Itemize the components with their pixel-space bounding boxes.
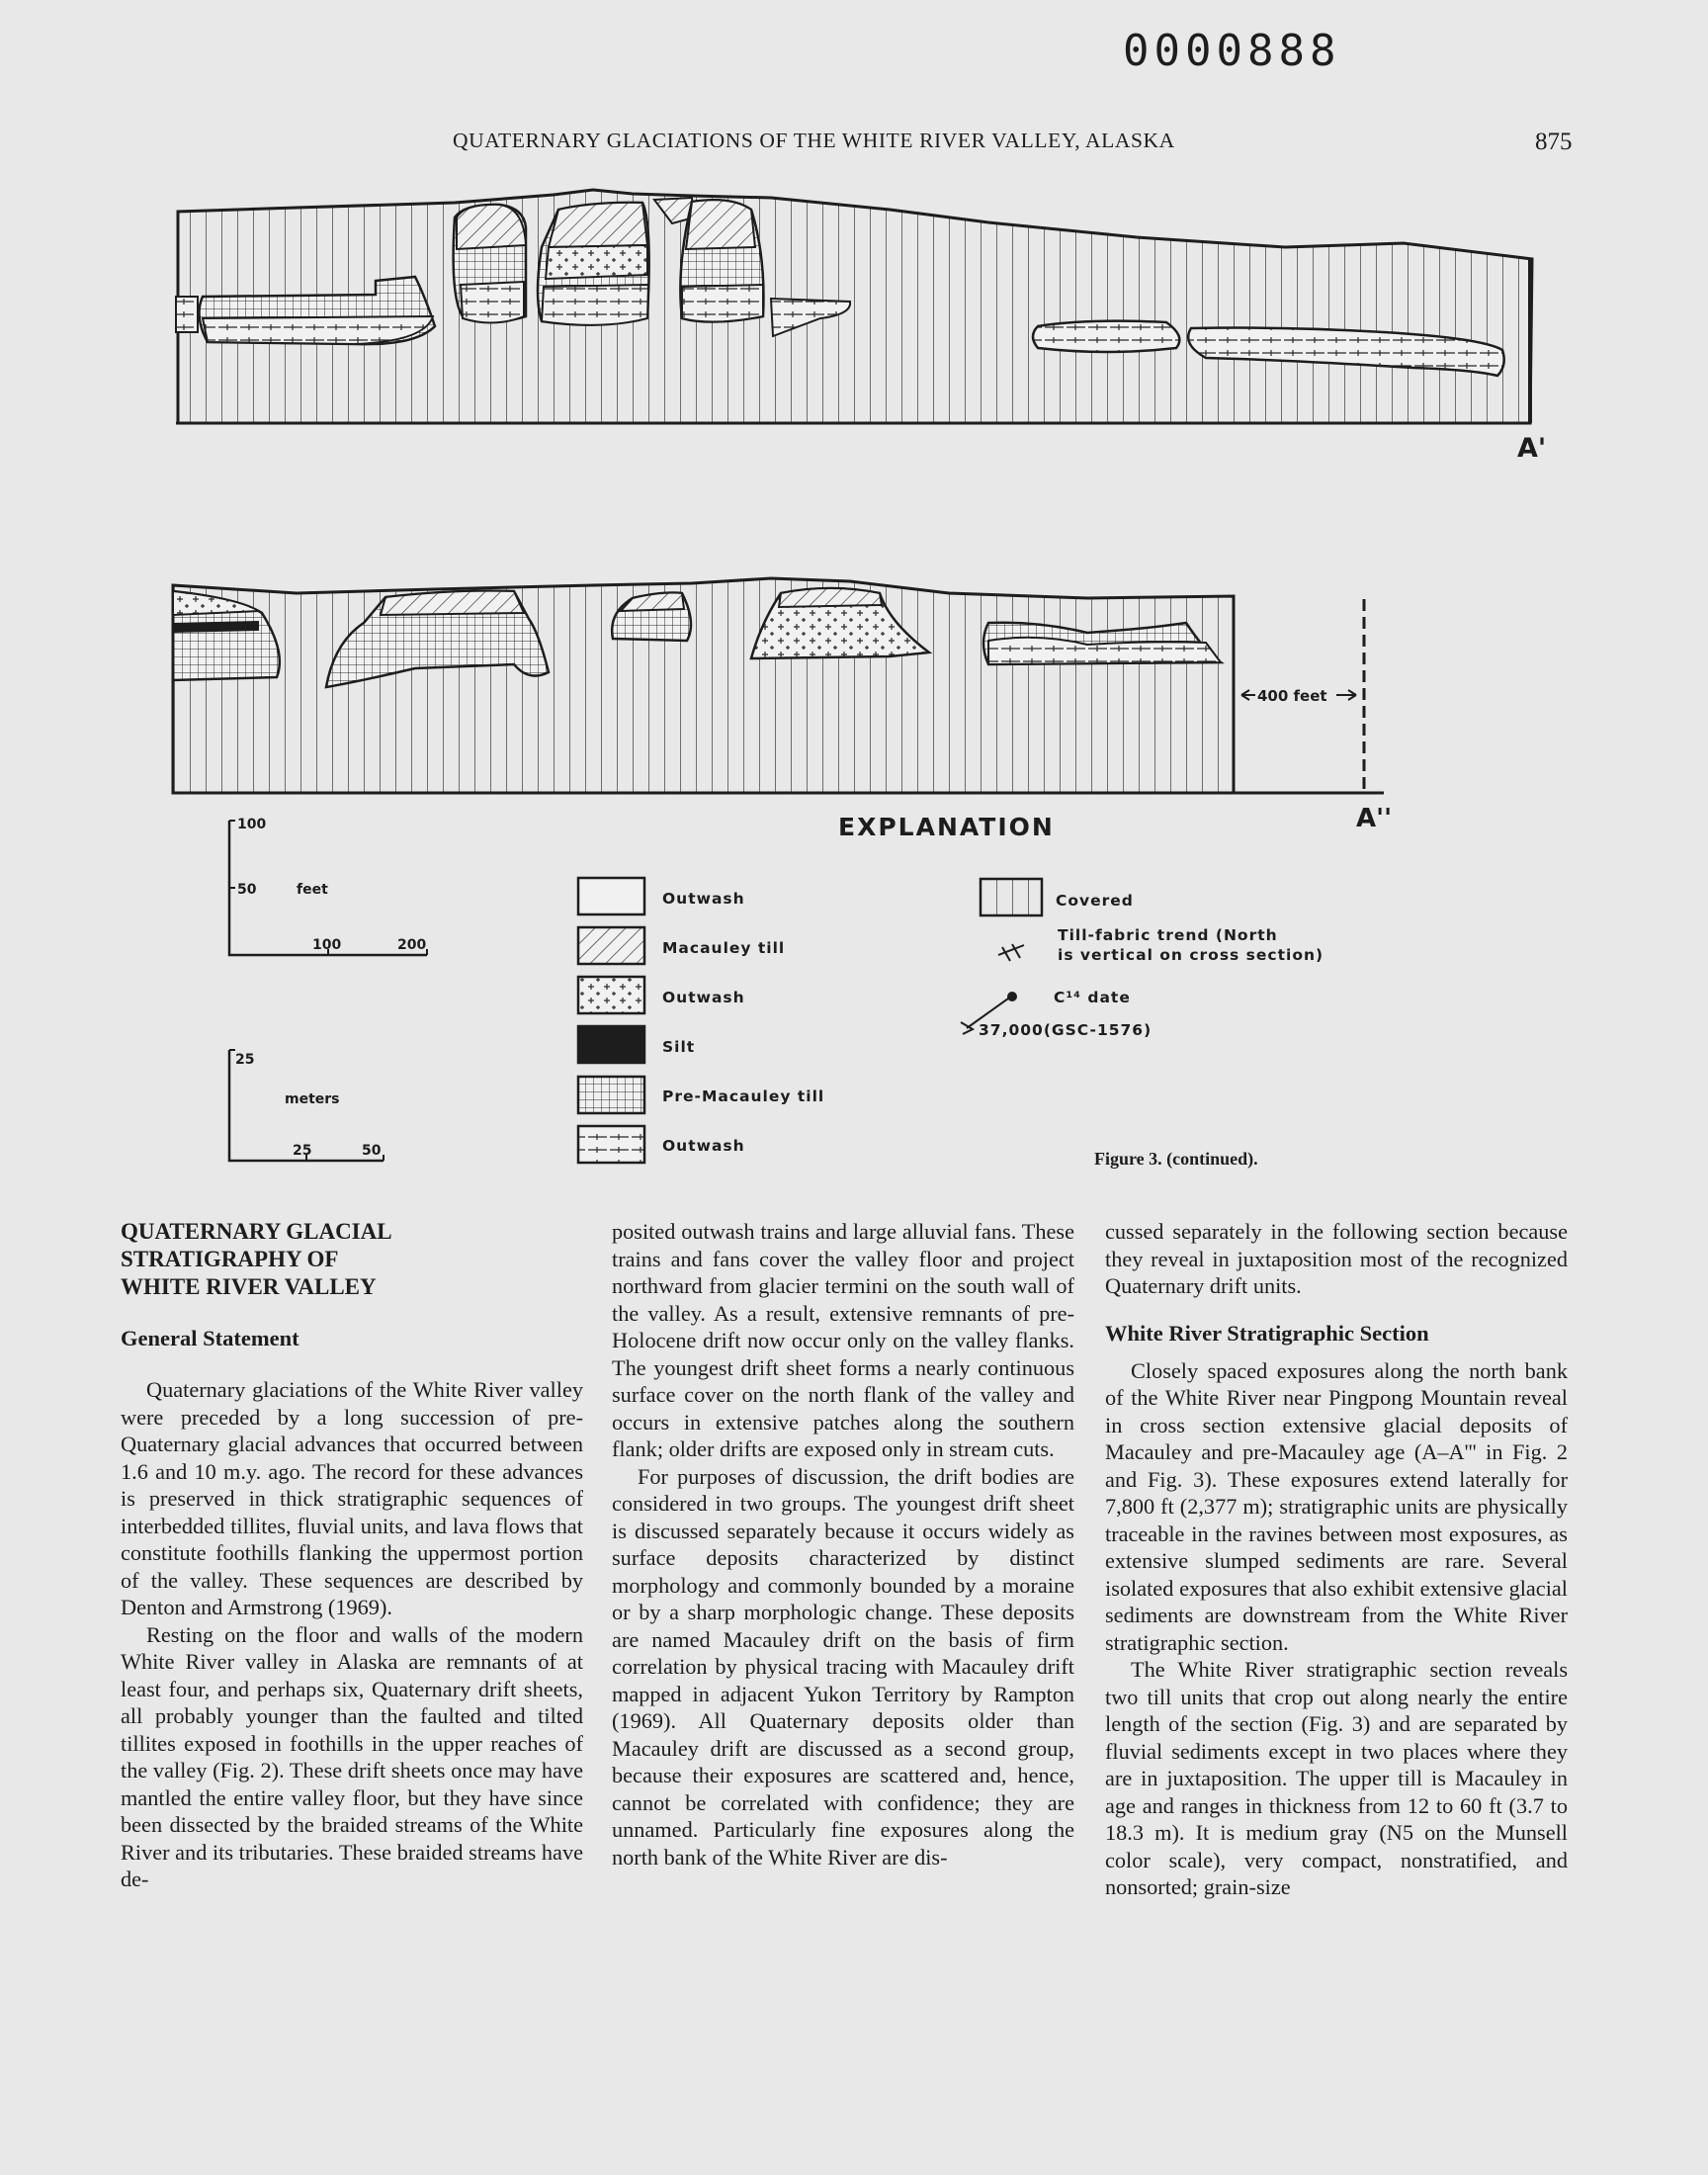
swatch-outwash-plus: [578, 977, 644, 1013]
scale-feet-vmid: 50: [237, 882, 257, 898]
swatch-covered: [981, 879, 1042, 915]
legend-label-covered: Covered: [1056, 892, 1134, 910]
scale-feet-h1: 100: [312, 937, 342, 953]
legend-label-outwash-2: Outwash: [662, 989, 745, 1006]
scale-feet: [229, 817, 427, 955]
document-number: 0000888: [1123, 26, 1341, 76]
swatch-silt: [578, 1026, 644, 1063]
section-title-line-1: QUATERNARY GLACIAL: [121, 1219, 392, 1244]
scale-meters-unit: meters: [285, 1091, 340, 1107]
page-number: 875: [1535, 129, 1573, 155]
swatch-macauley-till: [578, 927, 644, 964]
col3-paragraph-1: Closely spaced exposures along the north bank of the White River near Pingpong Mountain reveal in cross section extensive glacial deposits of Macauley and pre-Macauley age (A–A''' in Fig. 2 and Fig. 3). These exposures extend laterally for 7,800 ft (2,377 m); stratigraphic units are physically traceable in the ravines between most exposures, as extensive slumped sediments are rare. Several isolated exposures that also exhibit extensive glacial sediments are downstream from the White River stratigraphic section.: [1105, 1357, 1568, 1655]
col1-paragraph-1: Quaternary glaciations of the White River valley were preceded by a long succession of pre-Quaternary glacial advances that occurred between 1.6 and 10 m.y. ago. The record for these advances is preserved in thick stratigraphic sequences of interbedded tillites, fluvial units, and lava flows that constitute foothills flanking the uppermost portion of the valley. These sequences are described by Denton and Armstrong (1969).: [121, 1377, 583, 1619]
legend-swatches: [578, 878, 1042, 1163]
upper-section: [176, 190, 1546, 464]
swatch-outwash-dash: [578, 1126, 644, 1163]
scale-feet-unit: feet: [297, 882, 328, 898]
scale-meters-vmax: 25: [235, 1052, 255, 1068]
legend-label-till-fabric-2: is vertical on cross section): [1058, 946, 1324, 964]
text-column-3: [1105, 1218, 1568, 1901]
legend-label-outwash-3: Outwash: [662, 1137, 745, 1155]
legend-label-pre-macauley-till: Pre-Macauley till: [662, 1088, 825, 1105]
col2-paragraph-2: For purposes of discussion, the drift bodies are considered in two groups. The youngest drift sheet is discussed separately because it occurs widely as surface deposits characterized by distinct morphology and commonly bounded by a moraine or by a sharp morphologic change. These deposits are named Macauley drift on the basis of firm correlation by physical tracing with Macauley drift mapped in adjacent Yukon Territory by Rampton (1969). All Quaternary deposits older than Macauley drift are discussed as a second group, because their exposures are scattered and, hence, cannot be correlated with confidence; they are unnamed. Particularly fine exposures along the north bank of the White River are dis-: [612, 1463, 1074, 1870]
label-a-prime: A': [1517, 433, 1547, 464]
section-title-line-2: STRATIGRAPHY OF: [121, 1247, 339, 1271]
col2-paragraph-1: posited outwash trains and large alluvial fans. These trains and fans cover the valley floor and project northward from glacier termini on the south wall of the valley. As a result, extensive remnants of pre-Holocene drift now occur only on the valley flanks. The youngest drift sheet forms a nearly continuous surface cover on the north flank of the valley and occurs in extensive patches along the southern flank; older drifts are exposed only in stream cuts.: [612, 1219, 1074, 1461]
swatch-pre-macauley-till: [578, 1077, 644, 1113]
distance-label: 400 feet: [1257, 687, 1327, 705]
legend-label-c14: C¹⁴ date: [1054, 989, 1131, 1006]
scale-meters-h2: 50: [362, 1143, 382, 1159]
swatch-outwash-blank: [578, 878, 644, 914]
figure-caption: Figure 3. (continued).: [1094, 1149, 1258, 1169]
explanation-title: EXPLANATION: [838, 813, 1055, 841]
lower-section: [173, 578, 1392, 833]
till-fabric-symbol: [998, 944, 1024, 961]
legend-label-till-fabric-1: Till-fabric trend (North: [1058, 926, 1278, 944]
legend-label-outwash-1: Outwash: [662, 890, 745, 908]
text-column-2: [612, 1218, 1074, 1870]
col3-paragraph-0: cussed separately in the following section because they reveal in juxtaposition most of the recognized Quaternary drift units.: [1105, 1219, 1568, 1298]
scale-feet-h2: 200: [397, 937, 427, 953]
scale-feet-vmax: 100: [237, 817, 267, 832]
label-a-double-prime: A'': [1356, 804, 1393, 833]
subhead-general-statement: General Statement: [121, 1326, 299, 1350]
section-title: [121, 1218, 583, 1301]
text-column-1: [121, 1218, 583, 1893]
legend-label-macauley-till: Macauley till: [662, 939, 786, 957]
legend-label-silt: Silt: [662, 1038, 696, 1056]
scale-meters-h1: 25: [293, 1143, 312, 1159]
subhead-white-river-section: White River Stratigraphic Section: [1105, 1320, 1429, 1346]
scale-meters: [229, 1050, 384, 1161]
legend-label-c14-example: 37,000(GSC-1576): [979, 1021, 1153, 1039]
running-head: QUATERNARY GLACIATIONS OF THE WHITE RIVER VALLEY, ALASKA: [453, 129, 1175, 152]
col3-paragraph-2: The White River stratigraphic section reveals two till units that crop out along nearly the entire length of the section (Fig. 3) and are separated by fluvial sediments except in two places where they are in juxtaposition. The upper till is Macauley in age and ranges in thickness from 12 to 60 ft (3.7 to 18.3 m). It is medium gray (N5 on the Munsell color scale), very compact, nonstratified, and nonsorted; grain-size: [1105, 1657, 1568, 1899]
section-title-line-3: WHITE RIVER VALLEY: [121, 1274, 377, 1299]
col1-paragraph-2: Resting on the floor and walls of the modern White River valley in Alaska are remnants of at least four, and perhaps six, Quaternary drift sheets, all probably younger than the faulted and tilted tillites exposed in foothills in the upper reaches of the valley (Fig. 2). These drift sheets once may have mantled the entire valley floor, but they have since been dissected by the braided streams of the White River and its tributaries. These braided streams have de-: [121, 1621, 583, 1891]
